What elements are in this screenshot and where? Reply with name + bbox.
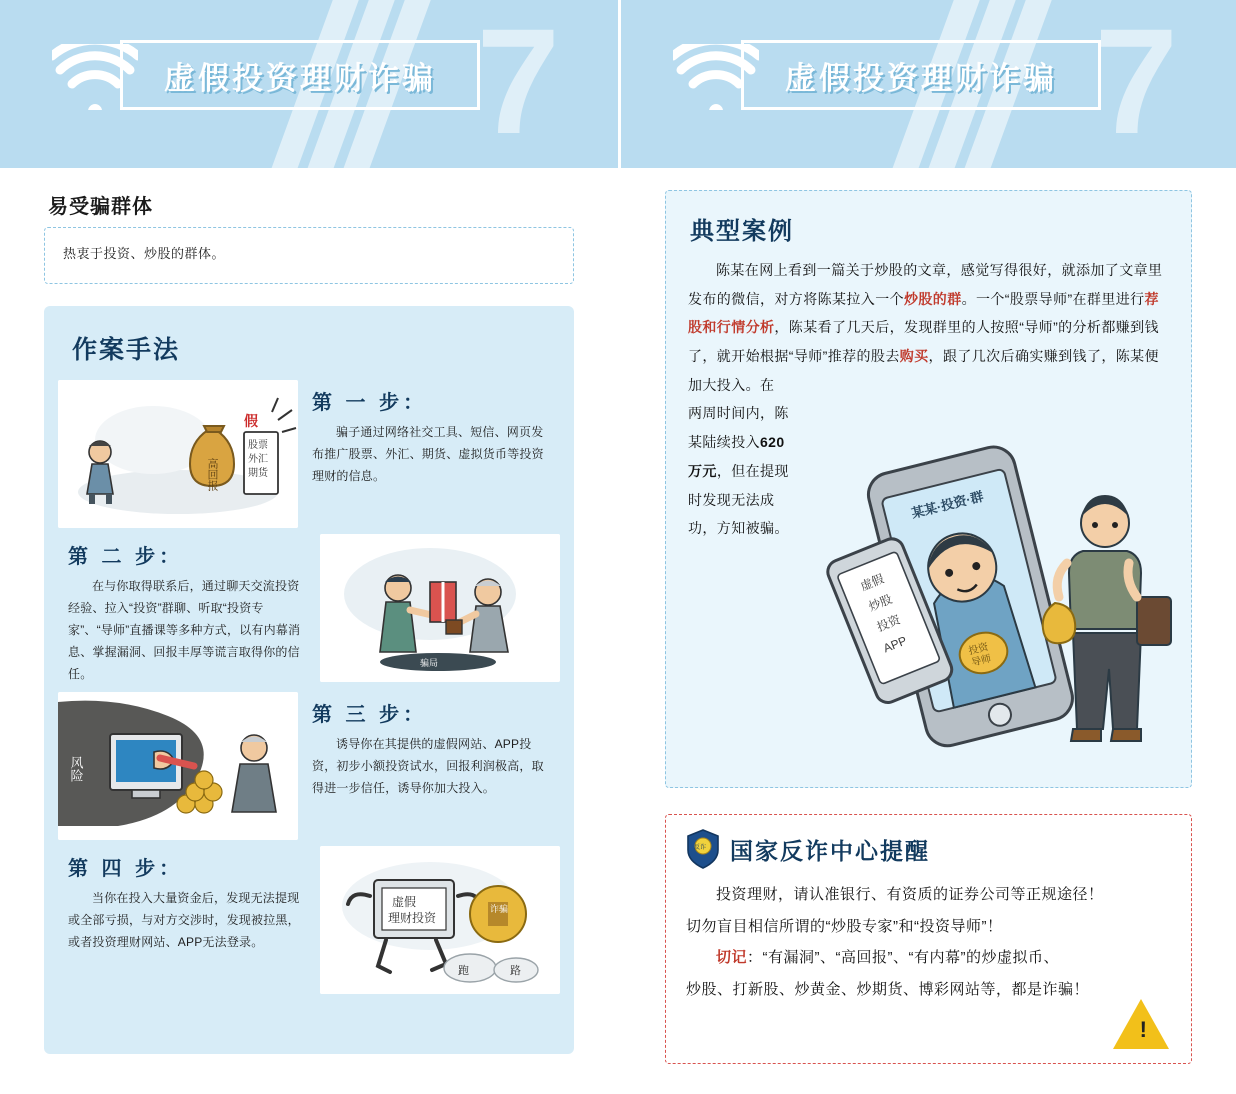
svg-text:股票: 股票 (248, 439, 268, 451)
method-step (58, 692, 560, 840)
case-paragraph (688, 256, 1171, 399)
case-text-3: ，陈某看了几天后，发现群里的人按照“导师”的分析都赚到钱了，就开始根据“导师”推荐的股去 (688, 319, 1159, 365)
police-badge-icon (686, 829, 720, 869)
warning-section (665, 814, 1192, 1064)
left-body (0, 190, 618, 1094)
svg-text:炒股: 炒股 (866, 591, 895, 614)
step-heading: 第 一 步： (312, 391, 428, 414)
right-title: 虚假投资理财诈骗 (785, 60, 1057, 96)
right-body (621, 190, 1236, 1094)
case-narrow-line-1: 两周时间内，陈 (688, 405, 789, 422)
case-highlight-1: 炒股的群 (904, 290, 962, 307)
warning-title: 国家反诈中心提醒 (730, 837, 930, 864)
step-heading: 第 二 步： (68, 545, 184, 568)
svg-text:诈骗: 诈骗 (490, 903, 509, 914)
victims-text: 热衷于投资、炒股的群体。 (63, 246, 226, 261)
victims-section (44, 190, 574, 284)
case-text-4: ，跟了几次后确实赚到钱了，陈某便加大投入。在 (688, 348, 1159, 393)
left-title-box (120, 40, 480, 110)
method-step-text (58, 846, 320, 954)
victims-box (44, 227, 574, 284)
case-highlight-3: 购买 (899, 348, 929, 365)
case-narrow-text-4: ，但在提现 (716, 462, 789, 479)
warning-exclamation: ! (1139, 1017, 1147, 1042)
case-section (665, 190, 1192, 788)
svg-text:投资: 投资 (967, 641, 990, 658)
svg-text:反诈: 反诈 (694, 845, 707, 851)
method-step-text (58, 534, 320, 686)
left-title: 虚假投资理财诈骗 (164, 60, 436, 96)
victims-title: 易受骗群体 (48, 196, 153, 218)
method-step (58, 380, 560, 528)
case-amount-unit: 万元 (688, 462, 717, 479)
methods-title: 作案手法 (72, 335, 181, 364)
step-body: 骗子通过网络社交工具、短信、网页发布推广股票、外汇、期货、虚拟货币等投资理财的信息。 (312, 424, 544, 484)
right-title-box (741, 40, 1101, 110)
svg-text:导师: 导师 (970, 653, 993, 669)
case-narrow-line-4: 时发现无法成 (688, 491, 775, 508)
method-step (58, 846, 560, 994)
svg-text:投资: 投资 (874, 612, 903, 635)
svg-text:APP: APP (881, 633, 909, 656)
method-step (58, 534, 560, 686)
step-heading: 第 三 步： (312, 703, 428, 726)
step-body: 诱导你在其提供的虚假网站、APP投资，初步小额投资试水，回报利润极高，取得进一步信任，诱导你加大投入。 (312, 736, 544, 795)
case-amount: 620 (760, 434, 785, 451)
step-body: 在与你取得联系后，通过聊天交流投资经验、拉入“投资”群聊、听取“投资专家”、“导师”直播课等多种方式，以有内幕消息、掌握漏洞、回报丰厚等谎言取得你的信任。 (68, 578, 301, 682)
svg-text:风险: 风险 (68, 755, 84, 782)
case-text-1: 陈某在网上看到一篇关于炒股的文章，感觉写得很好，就添加了文章里发布的微信，对方将陈某拉入一个 (688, 262, 1163, 307)
svg-text:某某·投资·群: 某某·投资·群 (909, 488, 985, 521)
case-narrow-line-5: 功，方知被骗。 (688, 520, 789, 537)
case-title: 典型案例 (690, 218, 794, 245)
scam-gift-illustration (320, 534, 560, 682)
case-narrow-text-2: 某陆续投入 (688, 434, 760, 451)
step-body: 当你在投入大量资金后，发现无法提现或全部亏损，与对方交涉时，发现被拉黑，或者投资理财网站、APP无法登录。 (68, 890, 300, 949)
warning-line-3-text: ：“有漏洞”、“高回报”、“有内幕”的炒虚拟币、 (747, 949, 1059, 966)
svg-text:路: 路 (510, 964, 521, 977)
svg-text:骗局: 骗局 (420, 657, 439, 668)
svg-text:期货: 期货 (248, 467, 268, 479)
svg-text:虚假: 虚假 (858, 571, 886, 594)
method-step-text (298, 692, 560, 800)
scam-computer-illustration (58, 692, 298, 840)
phone-scam-illustration (785, 411, 1185, 771)
svg-text:虚假: 虚假 (392, 894, 417, 909)
warning-remember-label: 切记 (716, 949, 748, 966)
left-header (0, 0, 618, 168)
svg-text:跑: 跑 (458, 964, 469, 977)
scam-runaway-illustration (320, 846, 560, 994)
method-step-text (298, 380, 560, 488)
case-highlight-2: 荐股和行情分析 (688, 290, 1159, 336)
warning-line-2: 切勿盲目相信所谓的“炒股专家”和“投资导师”！ (686, 917, 1003, 935)
svg-text:外汇: 外汇 (248, 453, 268, 465)
warning-line-4: 炒股、打新股、炒黄金、炒期货、博彩网站等，都是诈骗！ (686, 980, 1090, 998)
svg-text:理财投资: 理财投资 (388, 910, 437, 925)
warning-line-3 (686, 942, 1171, 974)
right-header (621, 0, 1236, 168)
warning-header (686, 829, 1171, 869)
scam-bag-illustration (58, 380, 298, 528)
section-number: 7 (476, 0, 560, 165)
svg-text:高回报: 高回报 (206, 457, 218, 491)
methods-card (44, 306, 574, 1054)
case-text-2: 。一个“股票导师”在群里进行 (961, 290, 1145, 307)
right-panel (618, 0, 1236, 1094)
section-number: 7 (1094, 0, 1178, 165)
warning-line-1: 投资理财，请认准银行、有资质的证券公司等正规途径！ (716, 886, 1104, 903)
step-heading: 第 四 步： (68, 857, 184, 880)
svg-text:假: 假 (244, 412, 258, 429)
